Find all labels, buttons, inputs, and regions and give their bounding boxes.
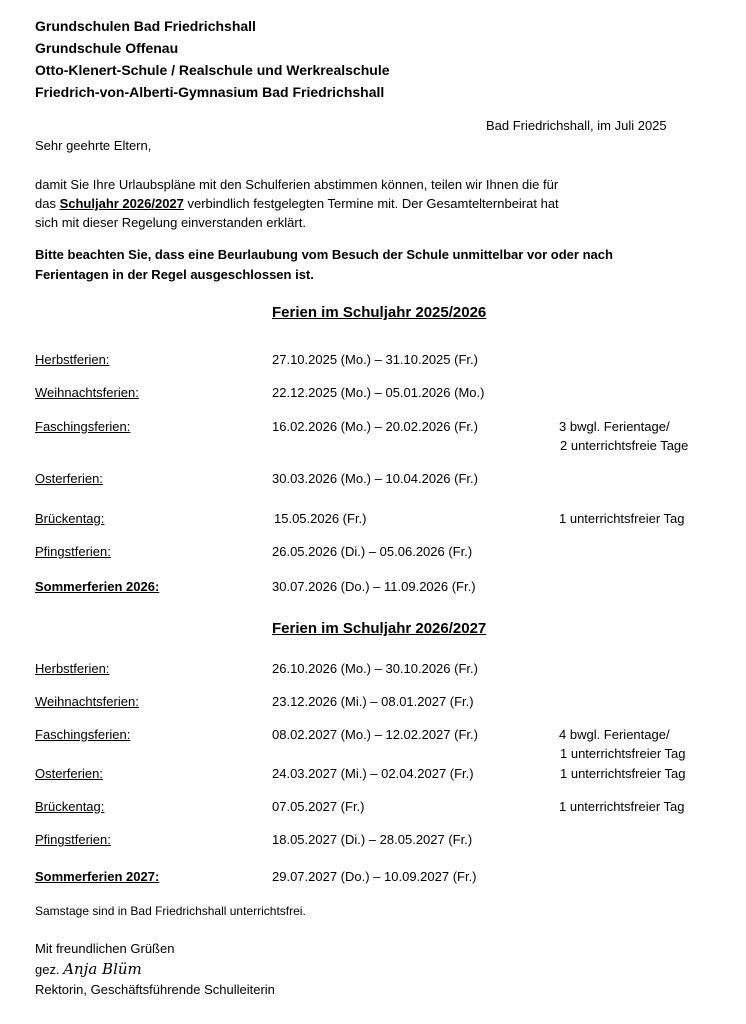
row-dates: 22.12.2025 (Mo.) – 05.01.2026 (Mo.)	[272, 385, 485, 400]
section-title-2025-2026: Ferien im Schuljahr 2025/2026	[272, 304, 487, 321]
row-note: 4 bwgl. Ferientage/	[559, 727, 670, 742]
row-note: 1 unterrichtsfreier Tag	[559, 511, 685, 526]
row-dates: 26.10.2026 (Mo.) – 30.10.2026 (Fr.)	[272, 661, 478, 676]
row-label: Osterferien:	[35, 766, 103, 781]
intro-line-1: damit Sie Ihre Urlaubspläne mit den Schulferien abstimmen können, teilen wir Ihnen die für	[35, 177, 559, 192]
gez-prefix: gez.	[35, 962, 64, 977]
row-dates: 16.02.2026 (Mo.) – 20.02.2026 (Fr.)	[272, 419, 478, 434]
row-label: Herbstferien:	[35, 352, 110, 367]
saturday-note: Samstage sind in Bad Friedrichshall unterrichtsfrei.	[35, 904, 306, 918]
intro-line-2-post: verbindlich festgelegten Termine mit. Der Gesamtelternbeirat hat	[183, 196, 559, 211]
school-name-3: Otto-Klenert-Schule / Realschule und Werkrealschule	[35, 62, 390, 78]
row-note-2: 2 unterrichtsfreie Tage	[560, 438, 689, 453]
row-label: Weihnachtsferien:	[35, 385, 139, 400]
row-note: 1 unterrichtsfreier Tag	[560, 766, 686, 781]
row-dates: 24.03.2027 (Mi.) – 02.04.2027 (Fr.)	[272, 766, 474, 781]
intro-line-2-pre: das	[35, 196, 60, 211]
closing: Mit freundlichen Grüßen	[35, 941, 175, 956]
row-label: Pfingstferien:	[35, 832, 111, 847]
row-label: Osterferien:	[35, 471, 103, 486]
row-note: 3 bwgl. Ferientage/	[559, 419, 670, 434]
notice-line-2: Ferientagen in der Regel ausgeschlossen ist.	[35, 267, 314, 282]
row-dates: 30.07.2026 (Do.) – 11.09.2026 (Fr.)	[272, 579, 476, 594]
row-dates: 26.05.2026 (Di.) – 05.06.2026 (Fr.)	[272, 544, 473, 559]
row-note: 1 unterrichtsfreier Tag	[559, 799, 685, 814]
row-label: Herbstferien:	[35, 661, 110, 676]
row-label: Sommerferien 2027:	[35, 869, 160, 884]
row-dates: 30.03.2026 (Mo.) – 10.04.2026 (Fr.)	[272, 471, 478, 486]
row-dates: 18.05.2027 (Di.) – 28.05.2027 (Fr.)	[272, 832, 473, 847]
greeting: Sehr geehrte Eltern,	[35, 138, 152, 153]
row-label: Sommerferien 2026:	[35, 579, 160, 594]
row-label: Brückentag:	[35, 799, 105, 814]
section-title-2026-2027: Ferien im Schuljahr 2026/2027	[272, 620, 487, 637]
signer-role: Rektorin, Geschäftsführende Schulleiterin	[35, 982, 275, 997]
row-label: Weihnachtsferien:	[35, 694, 139, 709]
signature-line	[35, 960, 142, 978]
intro-line-2	[35, 196, 559, 211]
school-name-1: Grundschulen Bad Friedrichshall	[35, 18, 256, 34]
row-dates: 07.05.2027 (Fr.)	[272, 799, 365, 814]
row-dates: 27.10.2025 (Mo.) – 31.10.2025 (Fr.)	[272, 352, 478, 367]
row-dates: 15.05.2026 (Fr.)	[274, 511, 367, 526]
row-dates: 23.12.2026 (Mi.) – 08.01.2027 (Fr.)	[272, 694, 474, 709]
row-dates: 08.02.2027 (Mo.) – 12.02.2027 (Fr.)	[272, 727, 478, 742]
row-label: Brückentag:	[35, 511, 105, 526]
row-note-2: 1 unterrichtsfreier Tag	[560, 746, 686, 761]
row-label: Faschingsferien:	[35, 727, 131, 742]
notice-line-1: Bitte beachten Sie, dass eine Beurlaubung vom Besuch der Schule unmittelbar vor oder nach	[35, 247, 613, 262]
school-name-4: Friedrich-von-Alberti-Gymnasium Bad Friedrichshall	[35, 84, 385, 100]
intro-schoolyear-highlight: Schuljahr 2026/2027	[59, 196, 184, 211]
place-date: Bad Friedrichshall, im Juli 2025	[486, 118, 667, 133]
intro-line-3: sich mit dieser Regelung einverstanden erklärt.	[35, 215, 306, 230]
signature: Anja Blüm	[63, 960, 142, 978]
row-label: Pfingstferien:	[35, 544, 111, 559]
school-name-2: Grundschule Offenau	[35, 40, 179, 56]
row-label: Faschingsferien:	[35, 419, 131, 434]
row-dates: 29.07.2027 (Do.) – 10.09.2027 (Fr.)	[272, 869, 477, 884]
